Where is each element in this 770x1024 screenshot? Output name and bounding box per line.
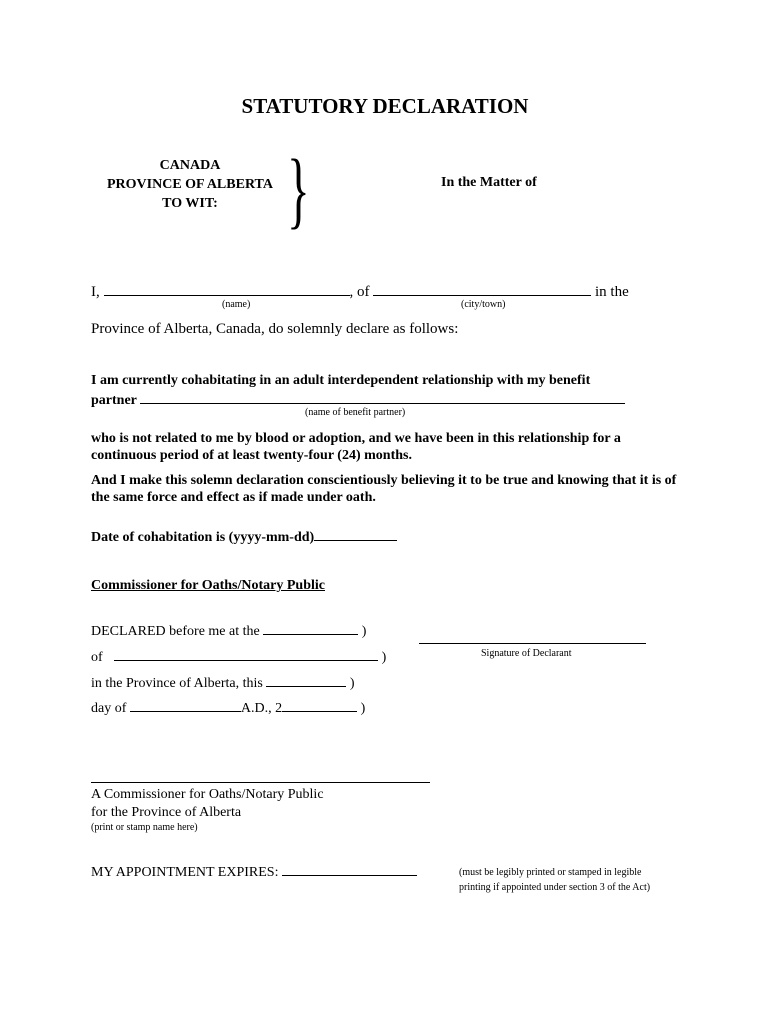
day-of-line xyxy=(91,698,365,717)
appointment-label: MY APPOINTMENT EXPIRES: xyxy=(91,865,279,880)
declarant-of: , of xyxy=(349,284,370,300)
appointment-note-line-1: (must be legibly printed or stamped in legible xyxy=(459,867,642,878)
city-caption: (city/town) xyxy=(461,299,506,310)
relationship-statement: who is not related to me by blood or adoption, and we have been in this relationship for a continuous period of at least twenty-four (24) months. xyxy=(91,431,621,463)
commissioner-title: A Commissioner for Oaths/Notary Public xyxy=(91,787,324,802)
day-field[interactable] xyxy=(266,673,346,687)
day-of-label: day of xyxy=(91,701,127,716)
declarant-city-field[interactable] xyxy=(373,282,591,296)
declared-line xyxy=(91,621,366,640)
province-line: Province of Alberta, Canada, do solemnly declare as follows: xyxy=(91,321,459,337)
jurisdiction-country: CANADA xyxy=(159,158,221,173)
signature-caption: Signature of Declarant xyxy=(481,648,572,659)
declarant-line xyxy=(91,282,629,301)
of-label: of xyxy=(91,650,103,665)
partner-prefix: partner xyxy=(91,393,137,408)
province-date-label: in the Province of Alberta, this xyxy=(91,676,263,691)
declarant-signature-line[interactable] xyxy=(419,643,646,644)
declared-label: DECLARED before me at the xyxy=(91,624,260,639)
year-field[interactable] xyxy=(282,698,357,712)
appointment-note-line-2: printing if appointed under section 3 of the Act) xyxy=(459,882,651,893)
province-paren: ) xyxy=(349,676,355,691)
of-line xyxy=(91,647,386,666)
partner-caption: (name of benefit partner) xyxy=(305,407,406,418)
document-title: STATUTORY DECLARATION xyxy=(241,94,529,118)
cohabitation-date-label: Date of cohabitation is (yyyy-mm-dd) xyxy=(91,530,315,545)
declared-paren: ) xyxy=(361,624,367,639)
declarant-prefix: I, xyxy=(91,284,100,300)
province-date-line xyxy=(91,673,355,692)
name-caption: (name) xyxy=(222,299,251,310)
day-of-paren: ) xyxy=(360,701,366,716)
appointment-line xyxy=(91,862,417,881)
solemn-declaration-statement: And I make this solemn declaration conscientiously believing it to be true and knowing that it is of the same force and effect as if made under oath. xyxy=(91,473,677,505)
commissioner-heading: Commissioner for Oaths/Notary Public xyxy=(91,578,325,593)
jurisdiction-block xyxy=(95,156,285,213)
appointment-note xyxy=(459,865,650,895)
declared-place-field[interactable] xyxy=(263,621,358,635)
benefit-partner-field[interactable] xyxy=(140,390,625,404)
of-paren: ) xyxy=(381,650,387,665)
month-field[interactable] xyxy=(130,698,241,712)
right-brace-icon: } xyxy=(287,141,310,237)
ad-label: A.D., 2 xyxy=(240,701,283,716)
commissioner-province: for the Province of Alberta xyxy=(91,805,242,820)
declarant-in-the: in the xyxy=(595,284,629,300)
of-place-field[interactable] xyxy=(114,647,378,661)
jurisdiction-to-wit: TO WIT: xyxy=(162,196,218,211)
cohabitation-date-field[interactable] xyxy=(314,527,397,541)
commissioner-signature-line[interactable] xyxy=(91,782,430,783)
appointment-expiry-field[interactable] xyxy=(282,862,417,876)
jurisdiction-province: PROVINCE OF ALBERTA xyxy=(107,177,273,192)
cohabitation-date-line xyxy=(91,527,397,546)
declarant-name-field[interactable] xyxy=(104,282,350,296)
relationship-line: I am currently cohabitating in an adult interdependent relationship with my benefit xyxy=(91,373,591,388)
matter-heading: In the Matter of xyxy=(441,175,537,190)
print-stamp-caption: (print or stamp name here) xyxy=(91,822,198,833)
